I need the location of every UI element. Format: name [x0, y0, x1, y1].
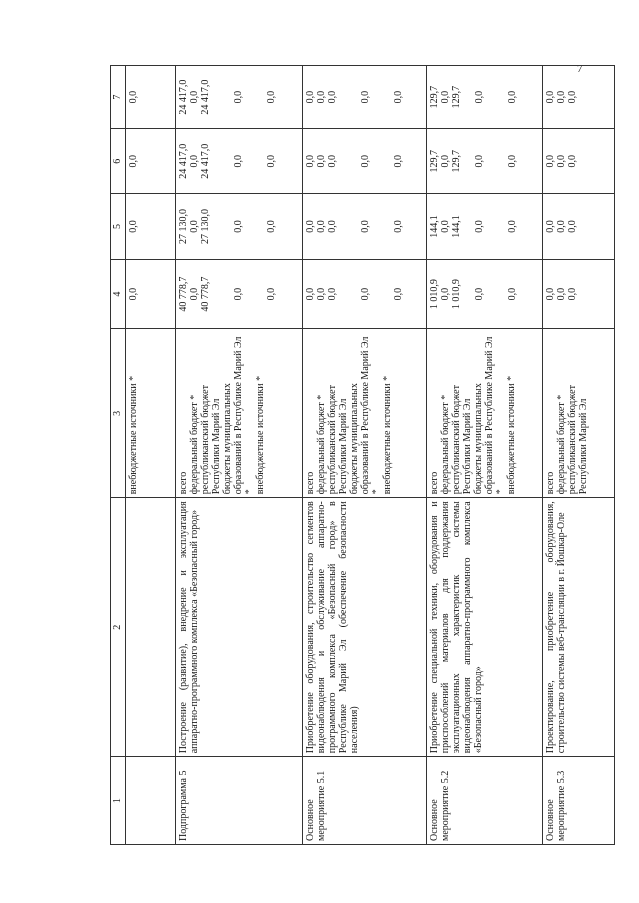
cell-values-col4 — [303, 259, 427, 329]
cell-values-col5 — [543, 194, 615, 259]
col-header-5: 5 — [111, 194, 126, 259]
value: 0,0 — [189, 90, 200, 104]
value: 0,0 — [327, 220, 338, 233]
cell-values-col6 — [543, 129, 615, 194]
value: 0,0 — [233, 220, 244, 233]
source-line: федеральный бюджет * — [189, 394, 200, 495]
value: 0,0 — [189, 287, 200, 301]
value: 0,0 — [360, 220, 371, 233]
value: 0,0 — [305, 287, 316, 301]
table-header — [111, 66, 126, 845]
value: 0,0 — [474, 287, 485, 301]
value: 0,0 — [474, 220, 485, 233]
value: 0,0 — [556, 90, 567, 104]
cell-values-col4 — [543, 259, 615, 329]
value: 0,0 — [556, 155, 567, 168]
value: 0,0 — [474, 155, 485, 168]
cell-value: 0,0 — [126, 194, 176, 259]
value: 129,7 — [429, 150, 440, 173]
cell-values-col7 — [543, 66, 615, 129]
value: 144,1 — [429, 215, 440, 238]
value: 144,1 — [451, 215, 462, 238]
value: 129,7 — [451, 150, 462, 173]
value: 0,0 — [393, 90, 404, 104]
cell-sources — [543, 329, 615, 498]
source-line: бюджеты муниципальных образований в Республике Марий Эл * — [349, 336, 382, 495]
cell-values-col4 — [176, 259, 303, 329]
cell-code: Основное мероприятие 5.1 — [303, 757, 427, 845]
value: 0,0 — [567, 220, 578, 233]
col-header-6: 6 — [111, 129, 126, 194]
value: 40 778,7 — [200, 276, 211, 312]
source-line: республиканский бюджет Республики Марий Эл — [567, 385, 589, 495]
value: 0,0 — [440, 220, 451, 233]
source-line: федеральный бюджет * — [556, 394, 567, 495]
table-row-continuation — [126, 66, 176, 845]
cell-values-col6 — [303, 129, 427, 194]
cell-name — [126, 498, 176, 757]
value: 0,0 — [233, 155, 244, 168]
col-header-4: 4 — [111, 259, 126, 329]
cell-values-col7 — [427, 66, 543, 129]
value: 0,0 — [233, 287, 244, 301]
cell-name: Приобретение оборудования, строительство сегментов видеонаблюдения и обслуживание аппаратно-программного комплекса «Безопасный город» в Республике Марий Эл (обеспечение безопасности населения) — [303, 498, 427, 757]
source-line: внебюджетные источники * — [382, 375, 393, 495]
table-row-subprogram-5 — [176, 66, 303, 845]
value: 0,0 — [556, 287, 567, 301]
source-line: федеральный бюджет * — [316, 394, 327, 495]
cell-source: внебюджетные источники * — [126, 329, 176, 498]
value: 0,0 — [474, 90, 485, 104]
cell-sources — [176, 329, 303, 498]
source-line: всего — [178, 471, 189, 495]
value: 0,0 — [316, 90, 327, 104]
source-line: федеральный бюджет * — [440, 394, 451, 495]
value: 0,0 — [393, 155, 404, 168]
value: 0,0 — [545, 155, 556, 168]
source-line: бюджеты муниципальных образований в Республике Марий Эл * — [222, 336, 255, 495]
source-line: внебюджетные источники * — [506, 375, 517, 495]
cell-sources — [303, 329, 427, 498]
source-line: всего — [305, 471, 316, 495]
value: 129,7 — [429, 85, 440, 109]
cell-name: Приобретение специальной техники, оборудования и приспособлений материалов для поддержания эксплуатационных характеристик системы видеонаблюдения аппаратно-программного комплекса «Безопасный город» — [427, 498, 543, 757]
value: 0,0 — [360, 155, 371, 168]
cell-value: 0,0 — [126, 66, 176, 129]
cell-code: Основное мероприятие 5.3 — [543, 757, 615, 845]
source-line: бюджеты муниципальных образований в Республике Марий Эл * — [473, 336, 506, 495]
source-line: всего — [429, 471, 440, 495]
value: 0,0 — [393, 287, 404, 301]
value: 0,0 — [545, 220, 556, 233]
cell-name: Построение (развитие), внедрение и эксплуатация аппаратно-программного комплекса «Безопасный город» — [176, 498, 303, 757]
cell-values-col7 — [303, 66, 427, 129]
table-row-measure-5-1 — [303, 66, 427, 845]
value: 27 130,0 — [200, 209, 211, 245]
value: 1 010,9 — [429, 279, 440, 310]
value: 0,0 — [305, 220, 316, 233]
value: 0,0 — [316, 287, 327, 301]
value: 0,0 — [360, 90, 371, 104]
cell-values-col6 — [427, 129, 543, 194]
value: 0,0 — [567, 90, 578, 104]
col-header-2: 2 — [111, 498, 126, 757]
value: 1 010,9 — [451, 279, 462, 310]
budget-table — [110, 65, 615, 845]
value: 0,0 — [316, 155, 327, 168]
value: 0,0 — [327, 155, 338, 168]
cell-name: Проектирование, приобретение оборудования, строительство системы веб-трансляции в г. Йошкар-Оле — [543, 498, 615, 757]
value: 0,0 — [567, 287, 578, 301]
value: 24 417,0 — [200, 79, 211, 115]
value: 0,0 — [233, 90, 244, 104]
cell-values-col5 — [427, 194, 543, 259]
value: 0,0 — [507, 155, 518, 168]
value: 0,0 — [266, 220, 277, 233]
source-line: всего — [545, 471, 556, 495]
value: 40 778,7 — [178, 276, 189, 312]
value: 0,0 — [360, 287, 371, 301]
cell-sources — [427, 329, 543, 498]
rotated-table-container — [110, 65, 615, 845]
value: 24 417,0 — [178, 143, 189, 179]
value: 0,0 — [266, 155, 277, 168]
table-row-measure-5-3 — [543, 66, 615, 845]
page-number: 7 — [577, 63, 583, 75]
source-line: внебюджетные источники * — [255, 375, 266, 495]
value: 0,0 — [556, 220, 567, 233]
cell-value: 0,0 — [126, 259, 176, 329]
source-line: республиканский бюджет Республики Марий Эл — [327, 385, 349, 495]
value: 0,0 — [507, 220, 518, 233]
cell-values-col5 — [303, 194, 427, 259]
cell-values-col6 — [176, 129, 303, 194]
table-row-measure-5-2 — [427, 66, 543, 845]
value: 0,0 — [440, 155, 451, 168]
value: 129,7 — [451, 85, 462, 109]
value: 0,0 — [507, 90, 518, 104]
col-header-7: 7 — [111, 66, 126, 129]
value: 0,0 — [393, 220, 404, 233]
col-header-1: 1 — [111, 757, 126, 845]
value: 0,0 — [266, 90, 277, 104]
value: 0,0 — [440, 90, 451, 104]
value: 0,0 — [305, 155, 316, 168]
value: 0,0 — [507, 287, 518, 301]
value: 0,0 — [545, 90, 556, 104]
value: 24 417,0 — [200, 143, 211, 179]
cell-code: Подпрограмма 5 — [176, 757, 303, 845]
value: 27 130,0 — [178, 209, 189, 245]
value: 0,0 — [327, 287, 338, 301]
value: 0,0 — [189, 155, 200, 168]
value: 0,0 — [305, 90, 316, 104]
value: 24 417,0 — [178, 79, 189, 115]
value: 0,0 — [440, 287, 451, 301]
source-line: республиканский бюджет Республики Марий Эл — [200, 385, 222, 495]
cell-code: Основное мероприятие 5.2 — [427, 757, 543, 845]
value: 0,0 — [327, 90, 338, 104]
value: 0,0 — [316, 220, 327, 233]
cell-code — [126, 757, 176, 845]
value: 0,0 — [545, 287, 556, 301]
value: 0,0 — [567, 155, 578, 168]
value: 0,0 — [189, 220, 200, 233]
value: 0,0 — [266, 287, 277, 301]
cell-value: 0,0 — [126, 129, 176, 194]
col-header-3: 3 — [111, 329, 126, 498]
source-line: республиканский бюджет Республики Марий Эл — [451, 385, 473, 495]
cell-values-col4 — [427, 259, 543, 329]
cell-values-col5 — [176, 194, 303, 259]
cell-values-col7 — [176, 66, 303, 129]
